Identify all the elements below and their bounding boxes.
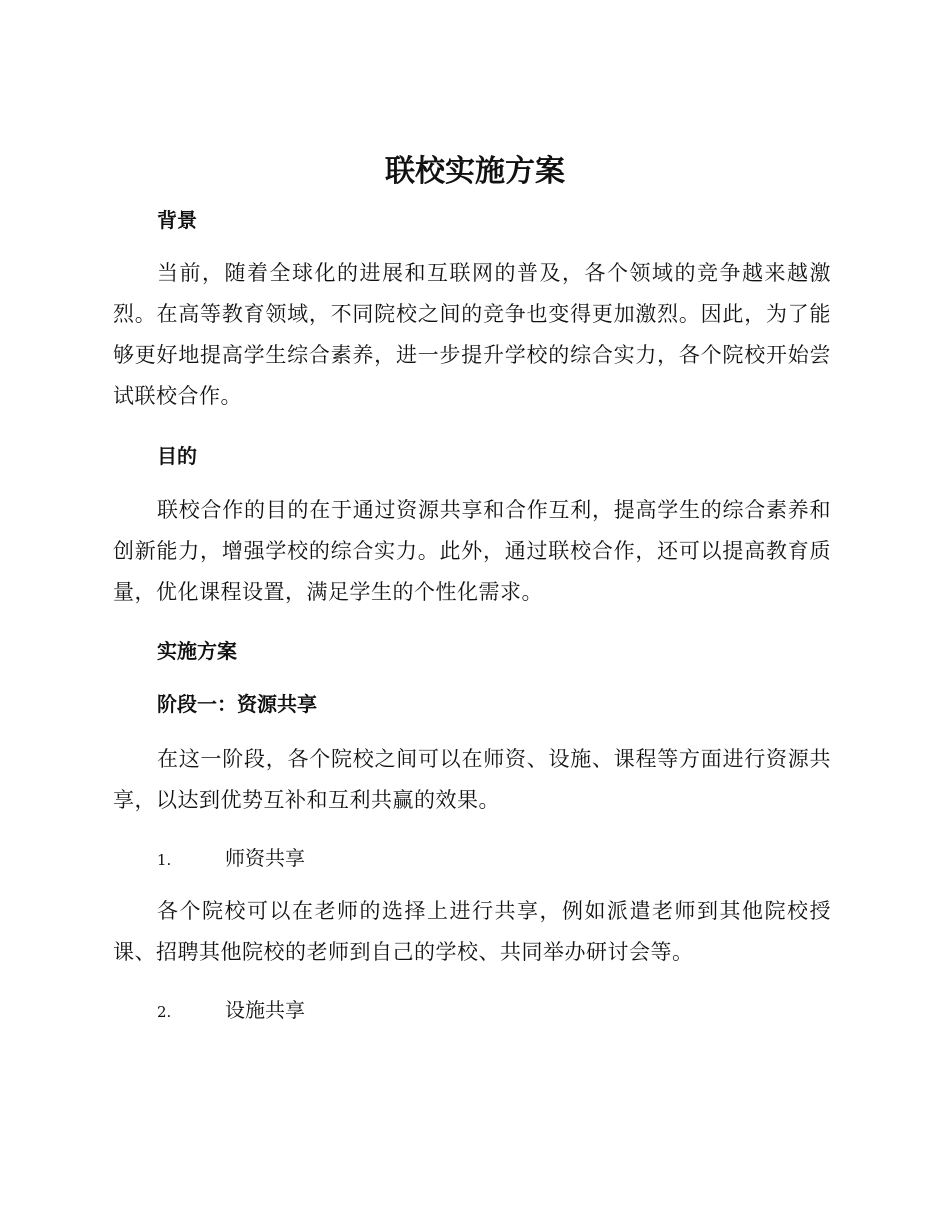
list-number: 2. [157, 1003, 172, 1021]
list-label: 师资共享 [225, 846, 305, 870]
list-label: 设施共享 [225, 998, 305, 1022]
heading-background: 背景 [157, 208, 197, 232]
paragraph-purpose: 联校合作的目的在于通过资源共享和合作互利，提高学生的综合素养和创新能力，增强学校的综合实力。此外，通过联校合作，还可以提高教育质量，优化课程设置，满足学生的个性化需求。 [113, 498, 831, 604]
heading-purpose: 目的 [157, 444, 197, 468]
heading-stage-one: 阶段一：资源共享 [157, 692, 317, 716]
paragraph-background: 当前，随着全球化的进展和互联网的普及，各个领域的竞争越来越激烈。在高等教育领域，不同院校之间的竞争也变得更加激烈。因此，为了能够更好地提高学生综合素养，进一步提升学校的综合实力，各个院校开始尝试联校合作。 [113, 261, 831, 408]
document-title: 联校实施方案 [385, 154, 565, 189]
heading-plan: 实施方案 [157, 639, 237, 663]
list-item-teacher-sharing [157, 843, 305, 875]
list-item-facility-sharing [157, 995, 305, 1027]
list-number: 1. [157, 851, 172, 869]
paragraph-stage-one: 在这一阶段，各个院校之间可以在师资、设施、课程等方面进行资源共享，以达到优势互补和互利共赢的效果。 [113, 747, 831, 812]
paragraph-teacher-sharing: 各个院校可以在老师的选择上进行共享，例如派遣老师到其他院校授课、招聘其他院校的老师到自己的学校、共同举办研讨会等。 [113, 899, 831, 964]
